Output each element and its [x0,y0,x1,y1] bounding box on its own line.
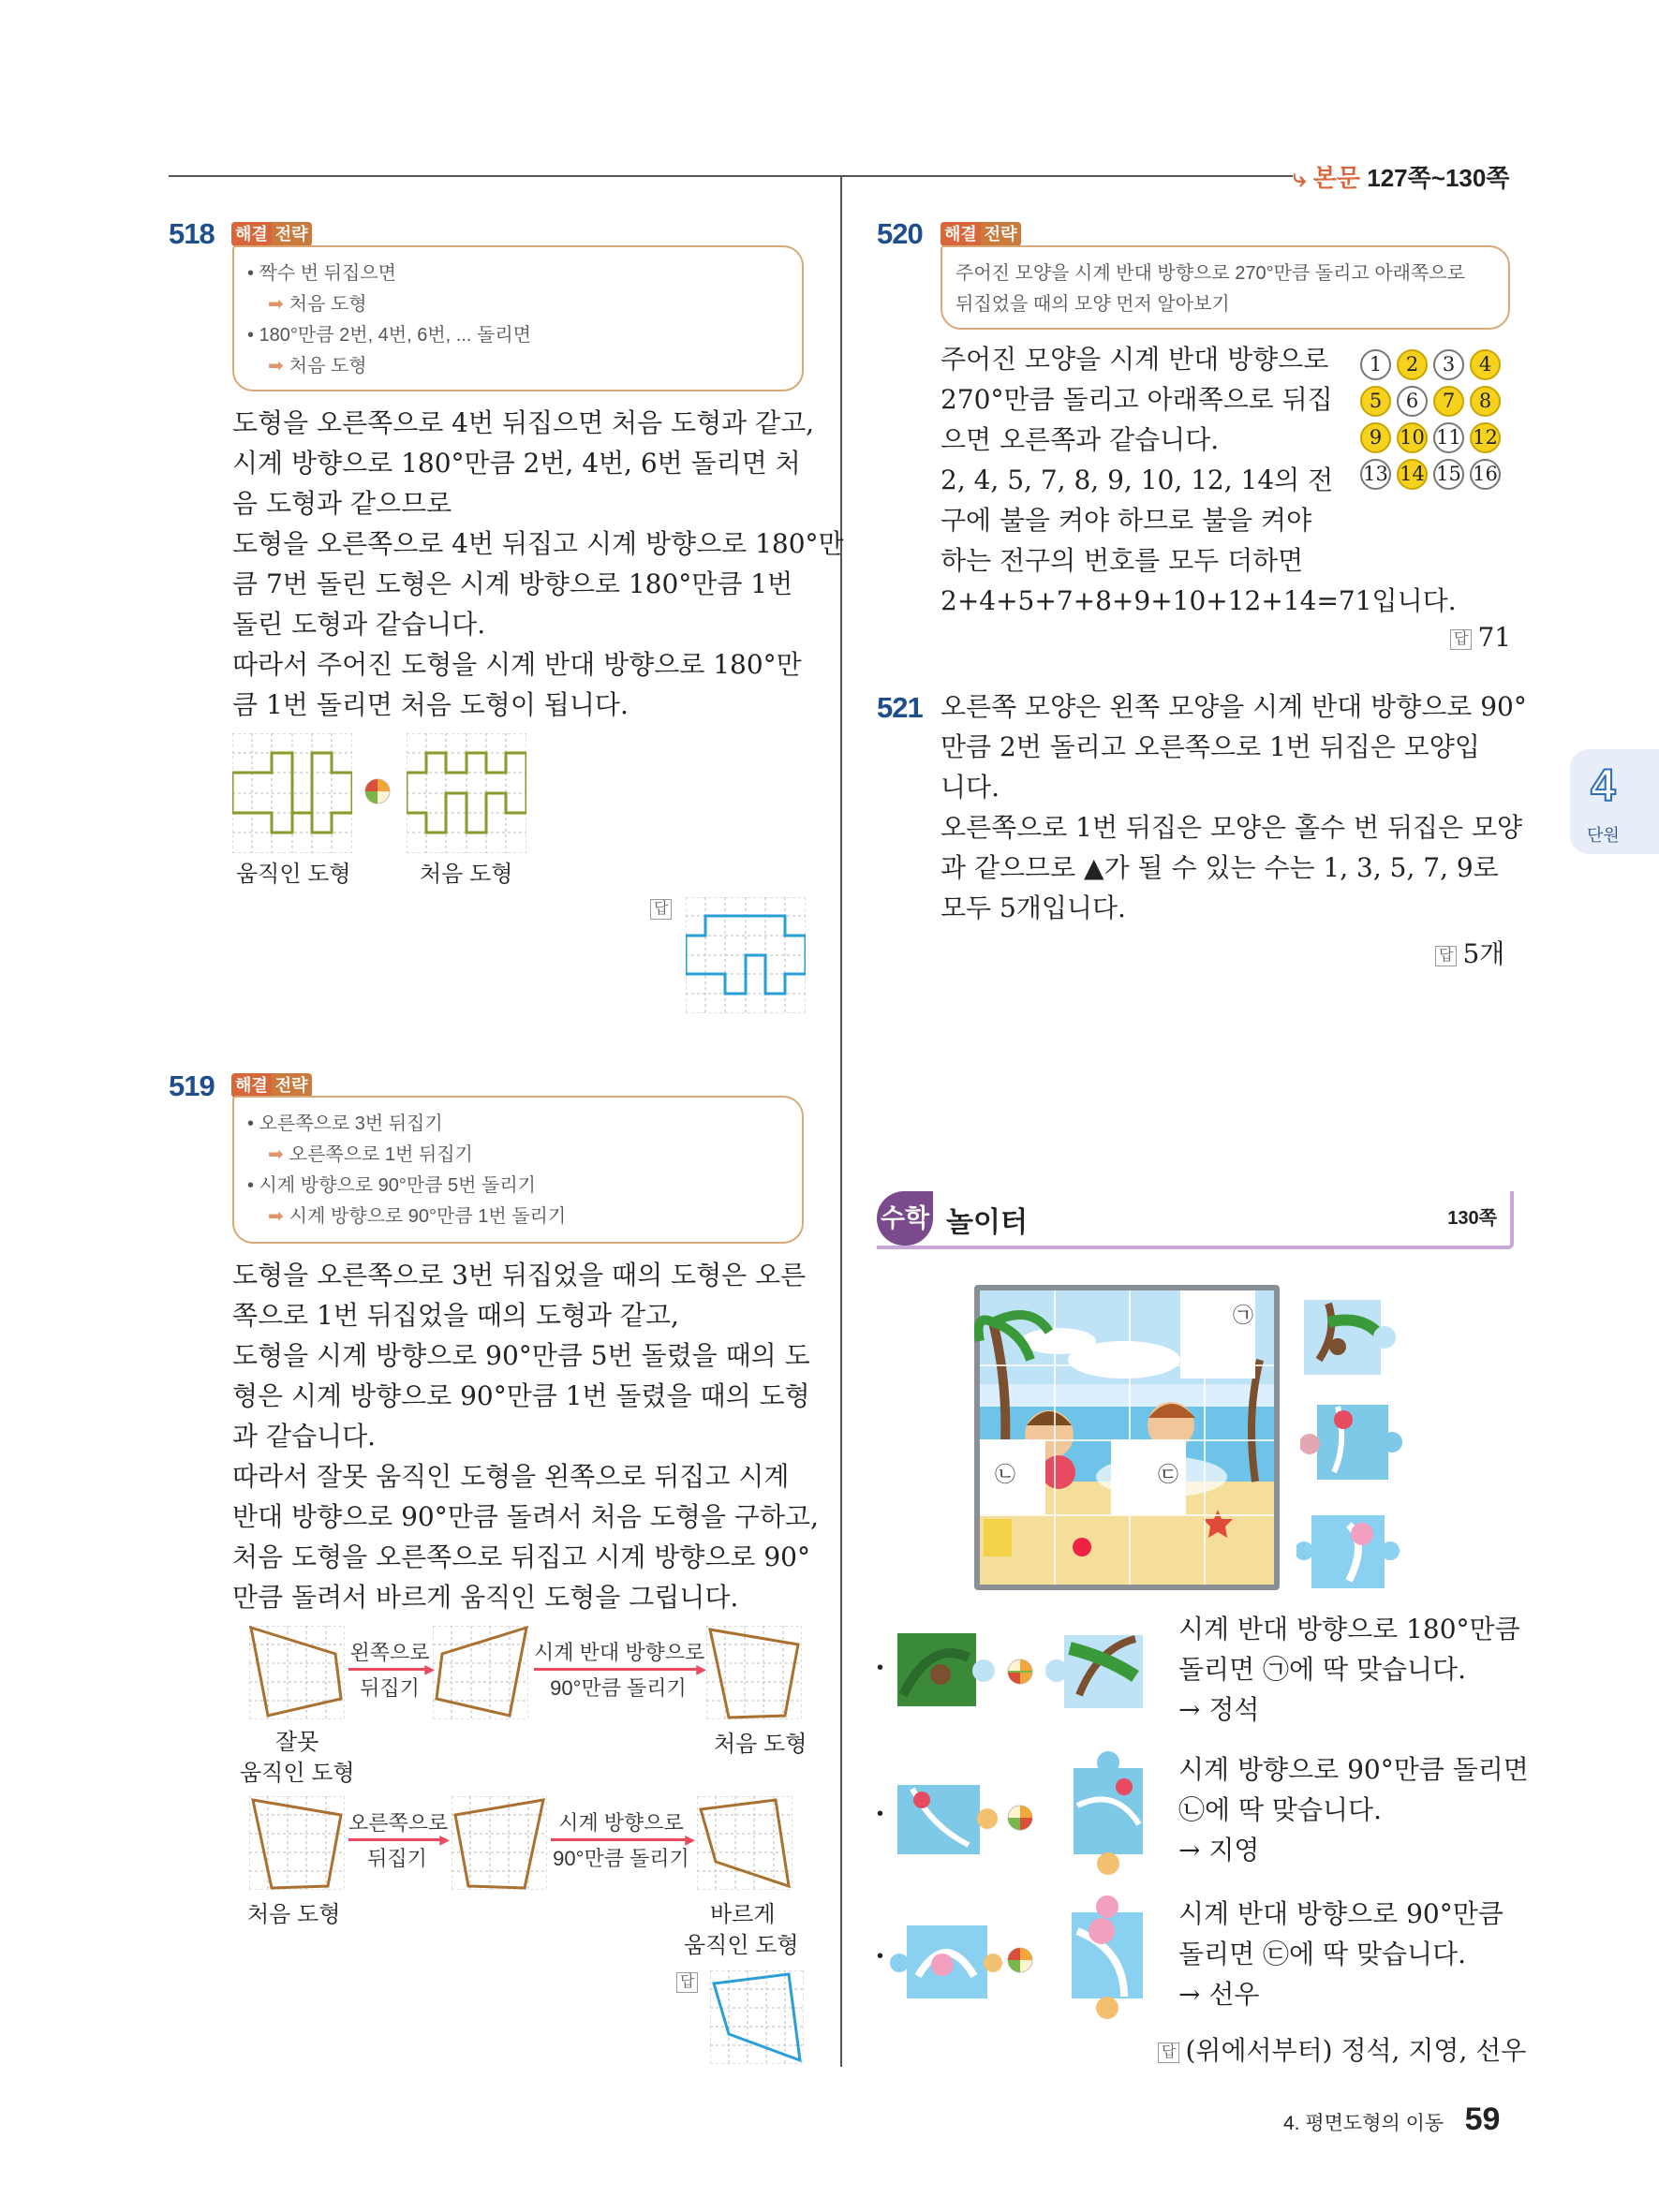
loose-piece-2 [1300,1397,1403,1486]
bulb: 12 [1470,422,1501,453]
bullet: • [877,1658,884,1678]
strategy-tag [231,222,312,246]
bulb: 5 [1360,386,1391,417]
label-right-a: 바르게 [710,1902,776,1927]
rotate-90-ccw-icon [1006,1946,1034,1974]
strategy-box-519 [232,1096,804,1244]
rotate-icon [363,777,392,805]
label-right-b: 움직인 도형 [684,1933,799,1958]
playground-header [877,1191,1514,1249]
playground-item-text-1: 시계 반대 방향으로 180°만큼 돌리면 ㉠에 딱 맞습니다. → 정석 [1178,1614,1520,1725]
arrow-icon: ➡ [268,356,284,376]
figure-519-wrong [249,1626,345,1719]
step1-arrow: 왼쪽으로 ▶ 뒤집기 [349,1641,435,1700]
bulb: 7 [1433,386,1464,417]
bulb: 14 [1397,459,1428,490]
bulb-grid [1360,349,1510,490]
label-original-519: 처음 도형 [714,1732,807,1757]
bullet: • [877,1804,884,1824]
playground-item-text-2: 시계 방향으로 90°만큼 돌리면 ㉡에 딱 맞습니다. → 지영 [1178,1754,1529,1865]
arrow-icon: ➡ [268,1206,284,1227]
footer-page: 59 [1464,2101,1501,2137]
chapter-side-tab[interactable] [1570,749,1659,854]
figure-519-step1 [433,1626,528,1719]
bulb: 3 [1433,349,1464,380]
strategy-line: 주어진 모양을 시계 반대 방향으로 270°만큼 돌리고 아래쪽으로 [955,263,1465,284]
bulb: 11 [1433,422,1464,453]
answer-value: 71 [1477,622,1512,653]
bulb: 6 [1397,386,1428,417]
answer-mark: 답 [1450,629,1472,650]
bulb: 15 [1433,459,1464,490]
answer-mark-519: 답 [676,1972,698,1993]
figure-519-original2 [249,1796,345,1890]
mark-c-on-board: ㉢ [1158,1464,1179,1487]
strategy-tag-b: 전략 [272,1073,312,1098]
strategy-line: ➡ 처음 도형 [268,356,367,376]
answer-mark: 답 [1158,2042,1179,2063]
answer-figure-519 [710,1970,804,2064]
strategy-line: • 180°만큼 2번, 4번, 6번, ... 돌리면 [247,325,531,346]
body-520: 주어진 모양을 시계 반대 방향으로 270°만큼 돌리고 아래쪽으로 뒤집 으면 오른쪽과 같습니다. 2, 4, 5, 7, 8, 9, 10, 12, 14의 전 구에 불을 켜야 하므로 불을 켜야 하는 전구의 번호를 모두 더하면 2+4+5+7+8+9+10+12+14=71입니다. [941,344,1457,616]
figure-519-original [706,1626,802,1719]
arrow-icon: ➡ [268,1144,284,1165]
figure-518-moved [232,733,352,853]
label-original2-519: 처음 도형 [247,1902,341,1927]
step4-arrow: 시계 방향으로 ▶ 90°만큼 돌리기 [551,1807,691,1872]
answer-figure-518 [686,897,806,1013]
problem-number-519: 519 [169,1069,215,1102]
playground-item-3 [877,1894,1510,2025]
mark-b-on-board: ㉡ [995,1464,1016,1487]
strategy-line: ➡ 시계 방향으로 90°만큼 1번 돌리기 [268,1206,567,1227]
answer-mark-518: 답 [650,899,672,920]
strategy-tag-a: 해결 [231,1073,272,1098]
piece-before-2 [894,1777,999,1860]
strategy-tag [231,1073,312,1098]
return-arrow-icon: ⤷ [1293,164,1307,192]
strategy-tag-a: 해결 [231,222,272,246]
bulb: 2 [1397,349,1428,380]
footer-chapter: 4. 평면도형의 이동 [1283,2113,1444,2134]
playground-item-2 [877,1749,1529,1880]
bulb: 8 [1470,386,1501,417]
strategy-tag-b: 전략 [981,222,1021,246]
mark-a-on-board: ㉠ [1233,1305,1254,1328]
playground-title: 놀이터 [946,1207,1028,1238]
answer-mark: 답 [1435,946,1457,966]
piece-after-1 [1042,1630,1147,1712]
piece-before-1 [894,1630,999,1712]
figure-519-right [697,1796,792,1890]
arrow-icon: ➡ [268,294,284,315]
piece-after-2 [1066,1749,1150,1877]
rotate-180-icon [1006,1658,1034,1686]
strategy-line: ➡ 오른쪽으로 1번 뒤집기 [268,1144,473,1165]
answer-value: 5개 [1462,938,1505,969]
problem-number-521: 521 [877,691,923,724]
body-518: 도형을 오른쪽으로 4번 뒤집으면 처음 도형과 같고, 시계 방향으로 180°만큼 2번, 4번, 6번 돌리면 처 음 도형과 같으므로 도형을 오른쪽으로 4번 뒤집고 시계 방향으로 180°만 큼 7번 돌린 도형은 시계 방향으로 180°만큼 1번 돌린 도형과 같습니다. 따라서 주어진 도형을 시계 반대 방향으로 180°만 큼 1번 돌리면 처음 도형이 됩니다. [232,407,844,720]
bulb: 4 [1470,349,1501,380]
loose-piece-1 [1300,1294,1400,1379]
step2-arrow: 시계 반대 방향으로 ▶ 90°만큼 돌리기 [534,1641,706,1700]
strategy-tag [941,222,1021,246]
answer-value: (위에서부터) 정석, 지영, 선우 [1185,2035,1527,2066]
figure-519-step3 [452,1796,547,1890]
label-wrong-b: 움직인 도형 [240,1761,355,1786]
figure-518-original [407,733,526,853]
piece-after-3 [1064,1894,1150,2021]
bullet: • [877,1946,884,1967]
problem-number-518: 518 [169,217,215,250]
bulb: 10 [1397,422,1428,453]
strategy-tag-b: 전략 [272,222,312,246]
bulb: 1 [1360,349,1391,380]
playground-page: 130쪽 [1447,1208,1497,1229]
chapter-label: 단원 [1587,826,1620,845]
header-label: 본문 [1312,164,1361,192]
strategy-line: • 시계 방향으로 90°만큼 5번 돌리기 [247,1175,536,1196]
label-moved-518: 움직인 도형 [236,862,351,887]
playground-answer [1158,2030,1526,2068]
bulb: 16 [1470,459,1501,490]
strategy-tag-a: 해결 [941,222,981,246]
footer [1283,2101,1500,2138]
bulb: 9 [1360,422,1391,453]
strategy-box-520 [941,245,1510,330]
bulb: 13 [1360,459,1391,490]
puzzle-board [974,1285,1280,1590]
playground-item-text-3: 시계 반대 방향으로 90°만큼 돌리면 ㉢에 딱 맞습니다. → 선우 [1178,1898,1503,2010]
chapter-number: 4 [1591,761,1616,811]
problem-number-520: 520 [877,217,923,250]
playground-item-1 [877,1609,1520,1740]
body-521: 오른쪽 모양은 왼쪽 모양을 시계 반대 방향으로 90° 만큼 2번 돌리고 오른쪽으로 1번 뒤집은 모양입 니다. 오른쪽으로 1번 뒤집은 모양은 홀수 번 뒤집은 모양 과 같으므로 ▲가 될 수 있는 수는 1, 3, 5, 7, 9로 모두 5개입니다. [941,691,1527,923]
step3-arrow: 오른쪽으로 ▶ 뒤집기 [348,1811,450,1870]
answer-520 [1450,622,1511,653]
strategy-line: • 짝수 번 뒤집으면 [247,263,396,284]
strategy-box-518 [232,245,804,391]
label-original-518: 처음 도형 [420,862,513,887]
header-rule-left [169,175,1293,177]
strategy-line: ➡ 처음 도형 [268,294,367,315]
playground-badge: 수학 [877,1191,933,1246]
rotate-90-icon [1006,1804,1034,1832]
piece-before-3 [890,1920,1002,2004]
strategy-line: • 오른쪽으로 3번 뒤집기 [247,1113,443,1134]
strategy-line: 뒤집었을 때의 모양 먼저 알아보기 [955,294,1230,315]
label-wrong-a: 잘못 [275,1730,319,1755]
body-519: 도형을 오른쪽으로 3번 뒤집었을 때의 도형은 오른 쪽으로 1번 뒤집었을 때의 도형과 같고, 도형을 시계 방향으로 90°만큼 5번 돌렸을 때의 도 형은 시계 방향으로 90°만큼 1번 돌렸을 때의 도형 과 같습니다. 따라서 잘못 움직인 도형을 왼쪽으로 뒤집고 시계 반대 방향으로 90°만큼 돌려서 처음 도형을 구하고, 처음 도형을 오른쪽으로 뒤집고 시계 방향으로 90° 만큼 돌려서 바르게 움직인 도형을 그립니다. [232,1260,819,1613]
answer-521 [1435,934,1504,971]
loose-piece-3 [1296,1506,1400,1592]
header-range: 127쪽~130쪽 [1367,164,1510,192]
header-source [1293,159,1509,194]
